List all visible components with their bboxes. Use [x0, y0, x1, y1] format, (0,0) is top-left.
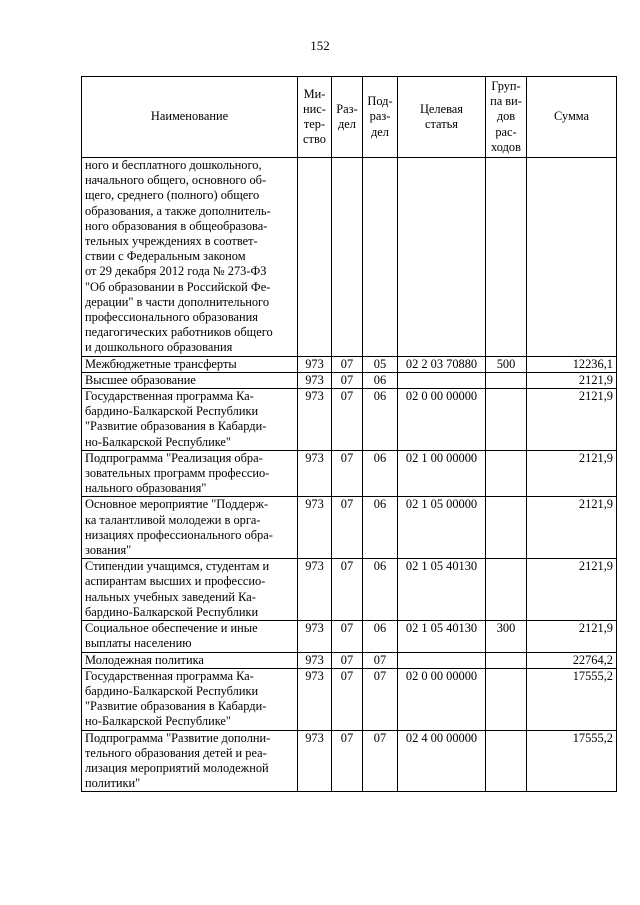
- name-line: Социальное обеспечение и иные: [85, 621, 258, 636]
- cell-ministry: 973: [298, 450, 332, 497]
- header-line: статья: [424, 117, 458, 131]
- cell-section: 07: [332, 356, 363, 372]
- header-line: Целевая: [419, 101, 464, 116]
- cell-target: [398, 652, 486, 668]
- cell-name: [82, 450, 298, 497]
- name-line: Молодежная политика: [85, 652, 204, 667]
- cell-target: 02 1 05 00000: [398, 497, 486, 559]
- name-line: ствии с Федеральным законом: [85, 249, 246, 264]
- table-row: [82, 158, 617, 357]
- table-row: [82, 356, 617, 372]
- cell-subsection: 06: [363, 621, 398, 652]
- cell-sum: 2121,9: [527, 621, 617, 652]
- cell-ministry: 973: [298, 497, 332, 559]
- col-header-subsection: [363, 77, 398, 158]
- cell-target: 02 0 00 00000: [398, 668, 486, 730]
- cell-sum: 2121,9: [527, 497, 617, 559]
- name-line: зовательных программ профессио-: [85, 466, 270, 481]
- table-row: [82, 668, 617, 730]
- col-header-sum: Сумма: [527, 77, 617, 158]
- cell-sum: [527, 158, 617, 357]
- cell-subsection: 05: [363, 356, 398, 372]
- cell-name: [82, 559, 298, 621]
- name-line: но-Балкарской Республике": [85, 714, 231, 729]
- header-line: дов: [496, 109, 516, 124]
- cell-section: 07: [332, 497, 363, 559]
- cell-section: 07: [332, 730, 363, 792]
- name-line: аспирантам высших и профессио-: [85, 574, 266, 589]
- name-line: "Об образовании в Российской Фе-: [85, 279, 271, 294]
- name-line: профессионального образования: [85, 310, 259, 325]
- cell-target: [398, 158, 486, 357]
- cell-section: 07: [332, 389, 363, 451]
- cell-ministry: 973: [298, 730, 332, 792]
- cell-ministry: 973: [298, 621, 332, 652]
- header-line: ходов: [491, 139, 521, 154]
- page-number: 152: [310, 38, 330, 53]
- cell-sum: 22764,2: [527, 652, 617, 668]
- cell-group: [486, 668, 527, 730]
- table-row: [82, 652, 617, 668]
- name-line: "Развитие образования в Кабарди-: [85, 699, 267, 714]
- header-line: тер-: [303, 117, 326, 131]
- cell-ministry: 973: [298, 652, 332, 668]
- cell-group: [486, 652, 527, 668]
- cell-ministry: 973: [298, 389, 332, 451]
- cell-section: 07: [332, 668, 363, 730]
- budget-table: [81, 76, 617, 792]
- cell-sum: 2121,9: [527, 450, 617, 497]
- cell-section: 07: [332, 559, 363, 621]
- cell-target: 02 1 00 00000: [398, 450, 486, 497]
- header-line: Груп-: [491, 78, 521, 93]
- name-line: выплаты населению: [85, 636, 192, 651]
- name-line: нальных учебных заведений Ка-: [85, 589, 256, 604]
- col-header-ministry: [298, 77, 332, 158]
- name-line: ного образования в общеобразова-: [85, 218, 268, 233]
- name-line: начального общего, основного об-: [85, 173, 267, 188]
- name-line: дерации" в части дополнительного: [85, 294, 270, 309]
- header-line: ство: [303, 132, 326, 147]
- header-line: дел: [338, 117, 356, 131]
- name-line: тельных учреждениях в соответ-: [85, 234, 258, 249]
- cell-ministry: [298, 158, 332, 357]
- cell-group: 500: [486, 356, 527, 372]
- cell-group: [486, 450, 527, 497]
- header-line: дел: [371, 124, 389, 139]
- header-line: Под-: [367, 94, 393, 109]
- cell-name: [82, 389, 298, 451]
- cell-subsection: 06: [363, 450, 398, 497]
- cell-subsection: 07: [363, 730, 398, 792]
- name-line: и дошкольного образования: [85, 340, 233, 355]
- cell-group: [486, 158, 527, 357]
- cell-group: [486, 730, 527, 792]
- cell-name: [82, 621, 298, 652]
- cell-sum: 17555,2: [527, 730, 617, 792]
- name-line: щего, среднего (полного) общего: [85, 188, 260, 203]
- cell-subsection: 06: [363, 559, 398, 621]
- cell-group: [486, 372, 527, 388]
- cell-subsection: 06: [363, 497, 398, 559]
- cell-section: 07: [332, 372, 363, 388]
- name-line: политики": [85, 776, 141, 791]
- cell-group: [486, 389, 527, 451]
- name-line: Высшее образование: [85, 372, 196, 387]
- header-row: [82, 77, 617, 158]
- name-line: Подпрограмма "Развитие дополни-: [85, 730, 271, 745]
- name-line: "Развитие образования в Кабарди-: [85, 419, 267, 434]
- col-header-section: [332, 77, 363, 158]
- cell-sum: 17555,2: [527, 668, 617, 730]
- header-line: рас-: [495, 124, 517, 139]
- cell-section: 07: [332, 652, 363, 668]
- name-line: Стипендии учащимся, студентам и: [85, 559, 270, 574]
- cell-name: [82, 730, 298, 792]
- name-line: нального образования": [85, 481, 207, 496]
- cell-sum: 12236,1: [527, 356, 617, 372]
- cell-sum: 2121,9: [527, 372, 617, 388]
- col-header-name: Наименование: [82, 77, 298, 158]
- cell-target: 02 1 05 40130: [398, 621, 486, 652]
- cell-target: 02 0 00 00000: [398, 389, 486, 451]
- cell-target: 02 4 00 00000: [398, 730, 486, 792]
- cell-ministry: 973: [298, 372, 332, 388]
- name-line: Подпрограмма "Реализация обра-: [85, 450, 263, 465]
- header-line: Ми-: [303, 86, 326, 101]
- header-line: раз-: [369, 109, 391, 124]
- cell-target: [398, 372, 486, 388]
- cell-subsection: 07: [363, 652, 398, 668]
- cell-sum: 2121,9: [527, 389, 617, 451]
- cell-ministry: 973: [298, 559, 332, 621]
- name-line: бардино-Балкарской Республики: [85, 683, 259, 698]
- cell-subsection: 06: [363, 389, 398, 451]
- cell-target: 02 2 03 70880: [398, 356, 486, 372]
- table-row: [82, 497, 617, 559]
- header-line: па ви-: [490, 94, 522, 109]
- cell-section: 07: [332, 450, 363, 497]
- name-line: педагогических работников общего: [85, 325, 273, 340]
- col-header-expense-group: [486, 77, 527, 158]
- name-line: ного и бесплатного дошкольного,: [85, 158, 262, 172]
- name-line: Основное мероприятие "Поддерж-: [85, 497, 269, 512]
- cell-name: [82, 356, 298, 372]
- cell-group: [486, 497, 527, 559]
- name-line: бардино-Балкарской Республики: [85, 404, 259, 419]
- name-line: Государственная программа Ка-: [85, 389, 254, 404]
- name-line: но-Балкарской Республике": [85, 434, 231, 449]
- header-line: Раз-: [336, 101, 358, 116]
- cell-ministry: 973: [298, 356, 332, 372]
- table-row: [82, 389, 617, 451]
- table-row: [82, 621, 617, 652]
- header-line: нис-: [303, 101, 326, 116]
- name-line: ка талантливой молодежи в орга-: [85, 512, 261, 527]
- cell-name: [82, 668, 298, 730]
- cell-name: [82, 497, 298, 559]
- table-body: [82, 158, 617, 792]
- cell-group: 300: [486, 621, 527, 652]
- name-line: образования, а также дополнитель-: [85, 203, 271, 218]
- cell-sum: 2121,9: [527, 559, 617, 621]
- cell-target: 02 1 05 40130: [398, 559, 486, 621]
- name-line: Государственная программа Ка-: [85, 668, 254, 683]
- cell-subsection: 06: [363, 372, 398, 388]
- table-row: [82, 372, 617, 388]
- cell-section: 07: [332, 621, 363, 652]
- cell-section: [332, 158, 363, 357]
- col-header-target: [398, 77, 486, 158]
- name-line: Межбюджетные трансферты: [85, 356, 237, 371]
- cell-group: [486, 559, 527, 621]
- table-row: [82, 730, 617, 792]
- cell-name: [82, 652, 298, 668]
- table-row: [82, 559, 617, 621]
- name-line: от 29 декабря 2012 года № 273-ФЗ: [85, 264, 267, 279]
- name-line: лизация мероприятий молодежной: [85, 760, 269, 775]
- cell-ministry: 973: [298, 668, 332, 730]
- cell-name: [82, 158, 298, 357]
- name-line: зования": [85, 543, 132, 558]
- cell-subsection: [363, 158, 398, 357]
- name-line: тельного образования детей и реа-: [85, 745, 267, 760]
- table-row: [82, 450, 617, 497]
- name-line: низациях профессионального обра-: [85, 527, 273, 542]
- name-line: бардино-Балкарской Республики: [85, 604, 259, 619]
- cell-name: [82, 372, 298, 388]
- cell-subsection: 07: [363, 668, 398, 730]
